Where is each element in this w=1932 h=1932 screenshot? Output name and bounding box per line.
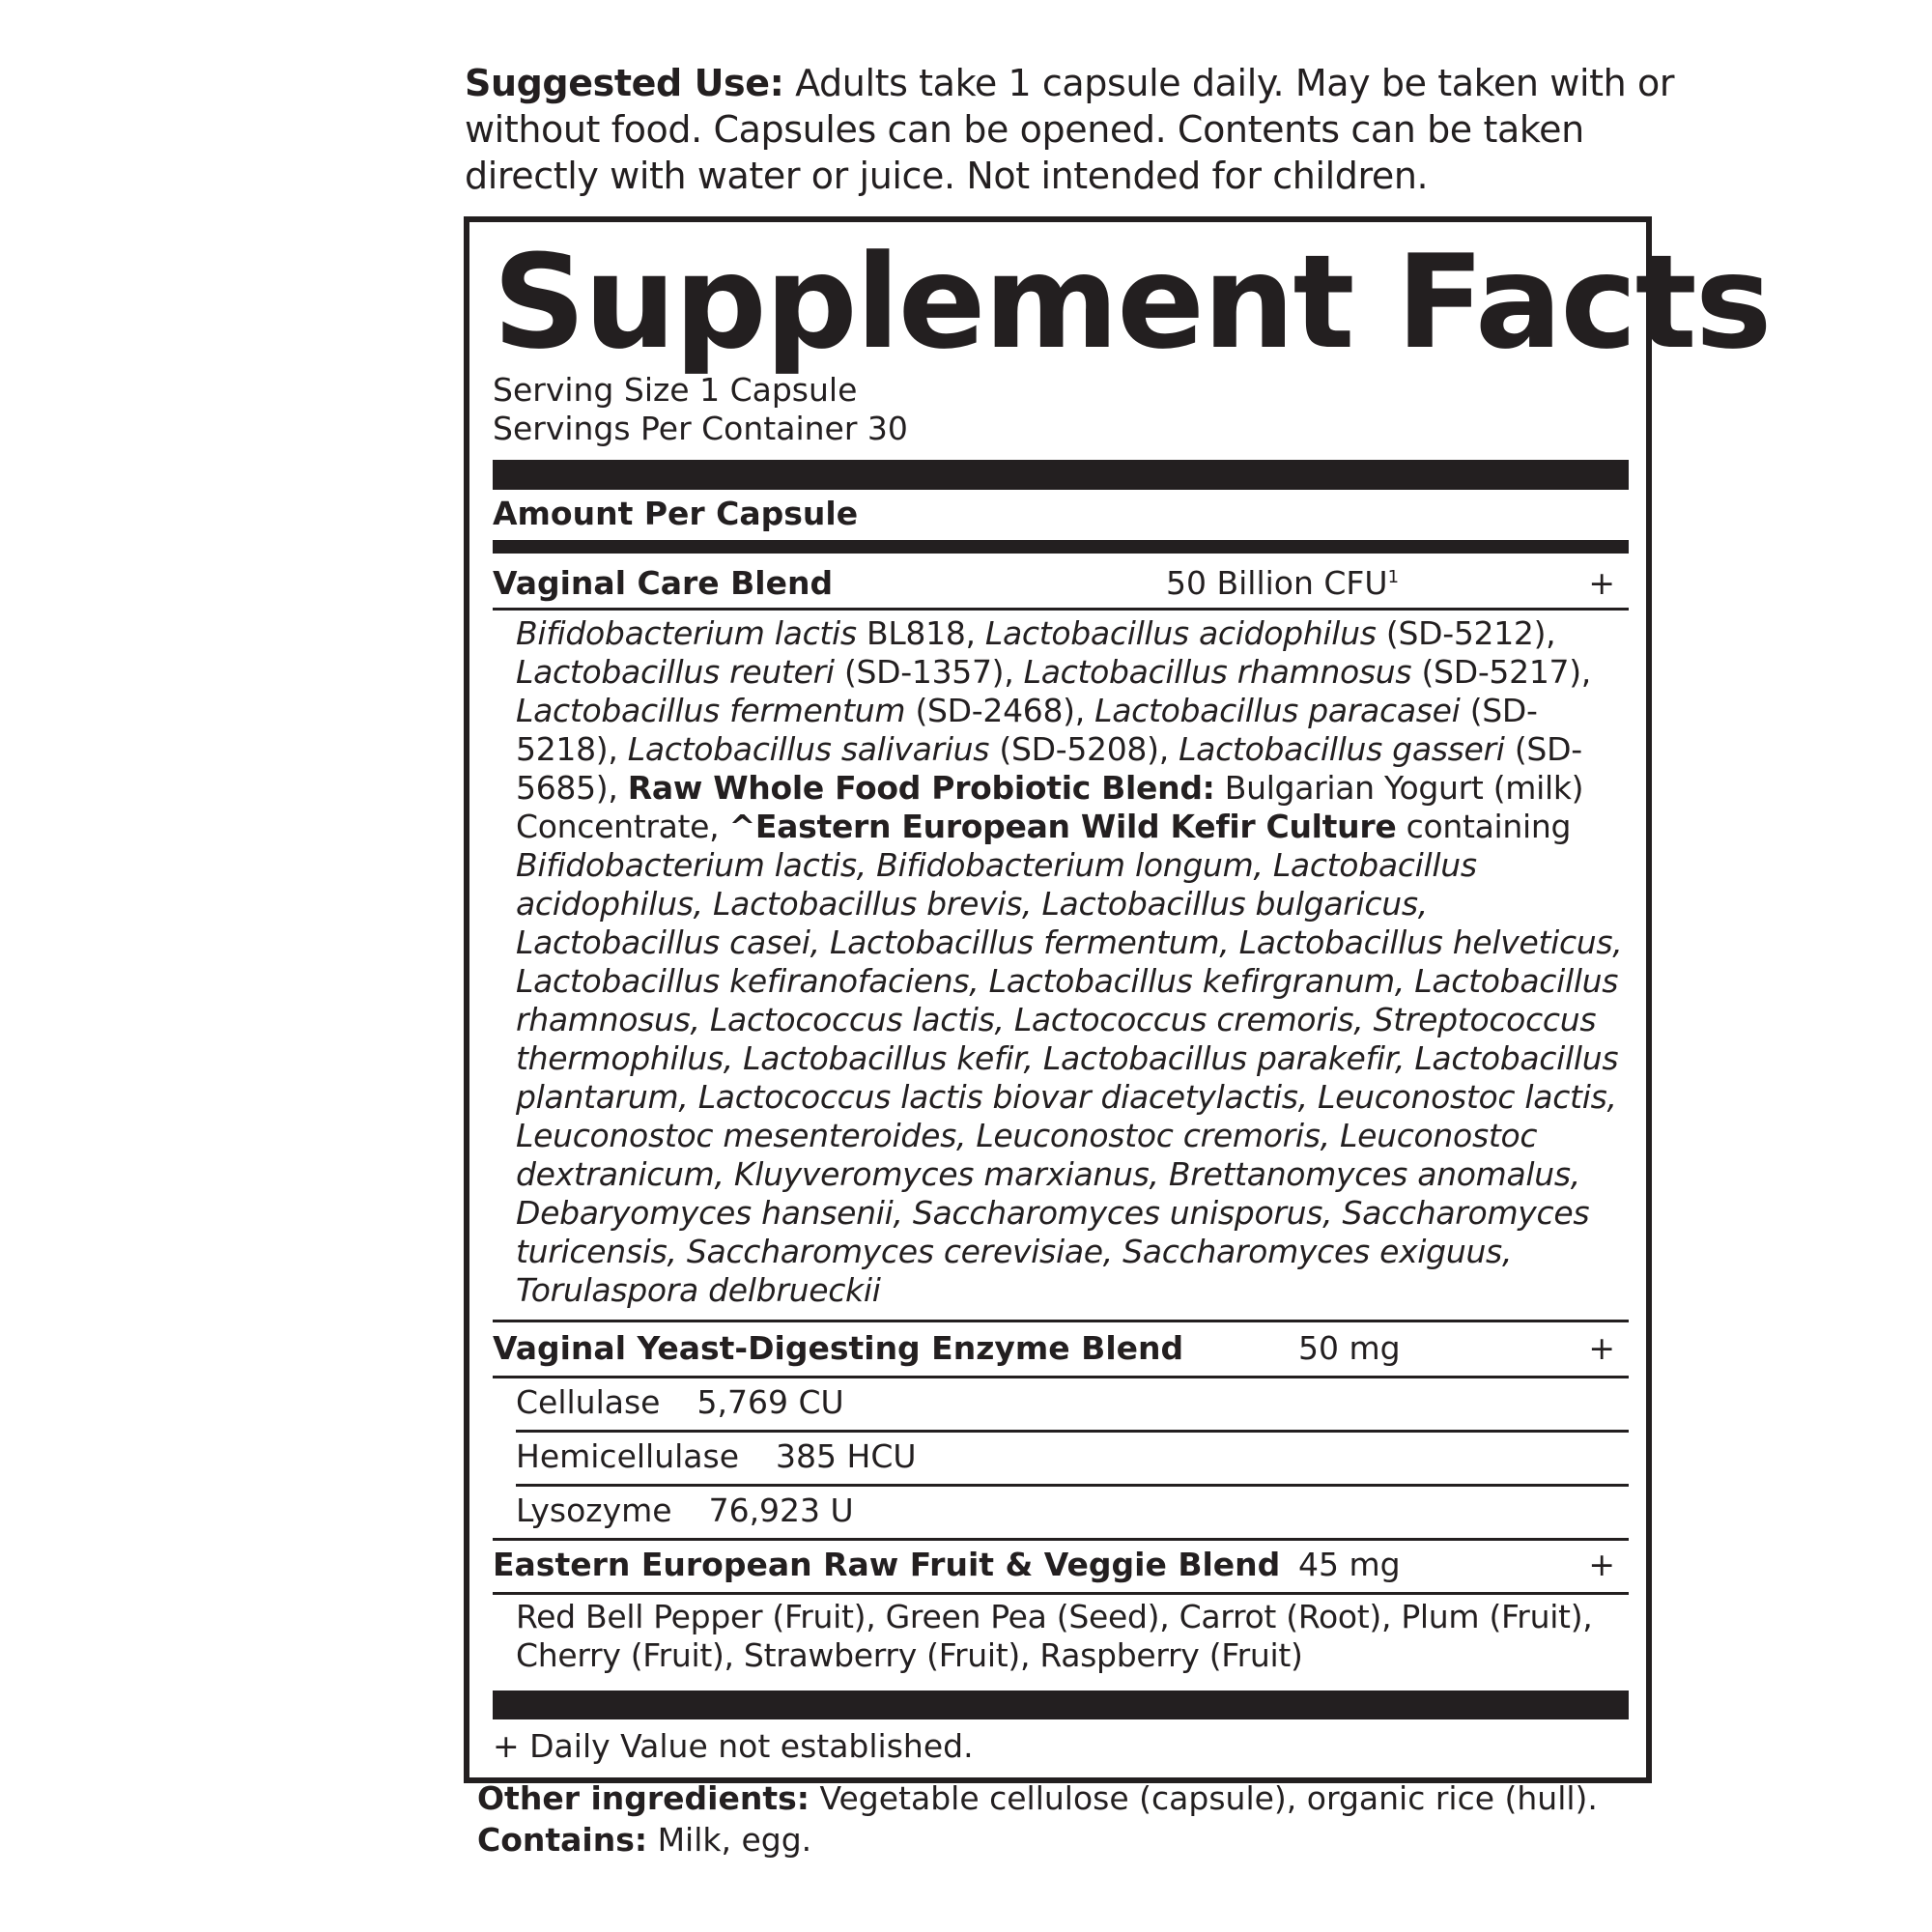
blend-name: Eastern European Raw Fruit & Veggie Blend [493,1546,1281,1583]
other-ingredients-text: Vegetable cellulose (capsule), organic rice (hull). [809,1779,1598,1817]
suggested-use-label: Suggested Use: [465,62,784,104]
ingredient-text: Bulgarian Yogurt (milk) Concentrate, [516,769,1584,845]
footnote: + Daily Value not established. [493,1727,974,1765]
serving-size: Serving Size 1 Capsule [493,371,858,409]
other-ingredients [477,1777,1694,1861]
ingredient-text: (SD-5217), [1411,653,1591,691]
ingredient-text: Lactobacillus rhamnosus [1023,653,1412,691]
enzyme-row [516,1435,917,1478]
ingredient-text: Bifidobacterium lactis [516,614,857,652]
ingredient-text: Lactobacillus reuteri [516,653,835,691]
ingredient-text: Lactobacillus acidophilus [984,614,1377,652]
ingredient-text: Lactobacillus gasseri [1179,730,1505,768]
contains-text: Milk, egg. [647,1821,812,1859]
thick-divider [493,1690,1629,1719]
enzyme-amount: 76,923 U [708,1492,854,1529]
ingredient-text: (SD-5218), [516,692,1538,768]
blend-amount: 50 mg [1298,1329,1401,1367]
other-ingredients-label: Other ingredients: [477,1779,810,1817]
contains-label: Contains: [477,1821,648,1859]
daily-value-mark: + [1588,1546,1615,1583]
blend-row [493,1544,1629,1586]
enzyme-amount: 385 HCU [776,1437,917,1475]
ingredient-text: Bifidobacterium lactis, Bifidobacterium longum, Lactobacillus acidophilus, Lactobacillus brevis, Lactobacillus bulgaricus, Lactobacillus casei, Lactobacillus fermentum, Lactobacillus helveticus, Lactobacillus kefiranofaciens, Lactobacillus kefirgranum, Lactobacillus rhamnosus, Lactococcus lactis, Lactococcus cremoris, Streptococcus thermophilus, Lactobacillus kefir, Lactobacillus parakefir, Lactobacillus plantarum, Lactococcus lactis biovar diacetylactis, Leuconostoc lactis, Leuconostoc mesenteroides, Leuconostoc cremoris, Leuconostoc dextranicum, Kluyveromyces marxianus, Brettanomyces anomalus, Debaryomyces hansenii, Saccharomyces unisporus, Saccharomyces turicensis, Saccharomyces cerevisiae, Saccharomyces exiguus, Torulaspora delbrueckii [516,846,1623,1309]
ingredient-text: BL818, [856,614,985,652]
ingredient-text: Lactobacillus paracasei [1094,692,1461,729]
fruit-veggie-ingredients: Red Bell Pepper (Fruit), Green Pea (Seed), Carrot (Root), Plum (Fruit), Cherry (Fruit), Strawberry (Fruit), Raspberry (Fruit) [516,1598,1593,1674]
enzyme-amount: 5,769 CU [696,1383,844,1421]
amount-header: Amount Per Capsule [493,495,859,532]
blend-name: Vaginal Care Blend [493,564,834,602]
thick-divider [493,460,1629,490]
ingredient-text: (SD-5685), [516,730,1582,807]
blend-ingredients [516,614,1627,1310]
enzyme-name: Cellulase [516,1383,661,1421]
blend-amount: 50 Billion CFU$^1$ [1166,564,1400,602]
daily-value-mark: + [1588,1329,1615,1367]
row-divider [493,1376,1629,1378]
blend-name: Vaginal Yeast-Digesting Enzyme Blend [493,1329,1184,1367]
blend-row [493,562,1629,605]
enzyme-row [516,1381,844,1424]
row-divider [516,1484,1629,1487]
suggested-use [465,60,1682,199]
servings-per-container: Servings Per Container 30 [493,410,908,447]
ingredient-text: Lactobacillus fermentum [516,692,906,729]
other-ingredients-line [477,1777,1694,1819]
enzyme-name: Lysozyme [516,1492,672,1529]
ingredient-text: (SD-5208), [989,730,1179,768]
row-divider [493,1592,1629,1595]
ingredient-text: (SD-1357), [834,653,1024,691]
ingredient-text: containing [1396,808,1572,845]
supplement-facts-panel [464,216,1771,1783]
daily-value-mark: + [1588,564,1615,602]
enzyme-row [516,1490,854,1532]
contains-line [477,1819,1694,1861]
blend-row [493,1327,1629,1370]
amount-header-row [493,493,1629,535]
medium-divider [493,540,1629,554]
blend-amount: 45 mg [1298,1546,1401,1583]
row-divider [493,608,1629,611]
row-divider [493,1538,1629,1541]
row-divider [493,1320,1629,1322]
ingredient-subheading: ^Eastern European Wild Kefir Culture [728,808,1397,845]
row-divider [516,1430,1629,1433]
ingredient-text: (SD-2468), [905,692,1095,729]
ingredient-text: Lactobacillus salivarius [627,730,990,768]
ingredient-text: (SD-5212), [1376,614,1556,652]
suggested-use-text: Adults take 1 capsule daily. May be taken with or without food. Capsules can be opened. Contents can be taken directly with water or juice. Not intended for children. [465,62,1675,197]
panel-title: Supplement Facts [493,227,1771,378]
enzyme-name: Hemicellulase [516,1437,740,1475]
ingredient-subheading: Raw Whole Food Probiotic Blend: [627,769,1215,807]
